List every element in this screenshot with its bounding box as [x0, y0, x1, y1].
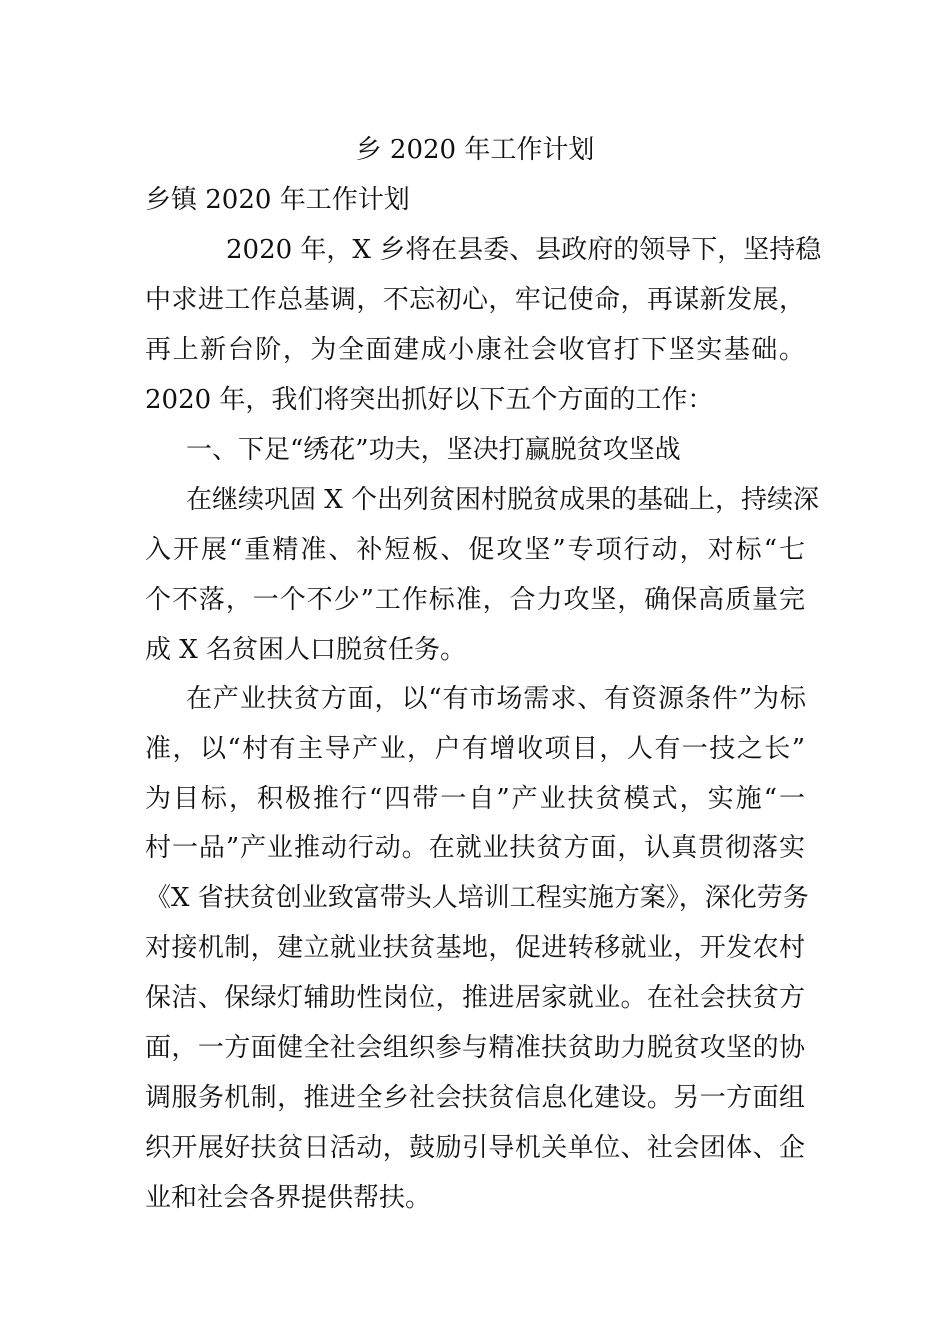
- paragraph-line: 再上新台阶，为全面建成小康社会收官打下坚实基础。: [145, 335, 805, 365]
- document-subtitle: 乡镇 2020 年工作计划: [145, 185, 410, 215]
- paragraph-line: 在继续巩固 X 个出列贫困村脱贫成果的基础上，持续深: [186, 485, 820, 515]
- paragraph-line: 2020 年，我们将突出抓好以下五个方面的工作：: [145, 385, 714, 415]
- paragraph-line: 调服务机制，推进全乡社会扶贫信息化建设。另一方面组: [145, 1083, 805, 1113]
- paragraph-line: 为目标，积极推行“四带一自”产业扶贫模式，实施“一: [145, 784, 805, 814]
- paragraph-line: 在产业扶贫方面，以“有市场需求、有资源条件”为标: [186, 684, 806, 714]
- paragraph-line: 保洁、保绿灯辅助性岗位，推进居家就业。在社会扶贫方: [145, 983, 805, 1013]
- document-title: 乡 2020 年工作计划: [355, 135, 595, 165]
- section-heading: 一、下足“绣花”功夫，坚决打赢脱贫攻坚战: [186, 435, 681, 465]
- paragraph-line: 《X 省扶贫创业致富带头人培训工程实施方案》，深化劳务: [145, 883, 809, 913]
- paragraph-line: 准，以“村有主导产业，户有增收项目，人有一技之长”: [145, 734, 805, 764]
- paragraph-line: 业和社会各界提供帮扶。: [145, 1183, 432, 1213]
- paragraph-line: 村一品”产业推动行动。在就业扶贫方面，认真贯彻落实: [145, 833, 805, 863]
- paragraph-line: 2020 年，X 乡将在县委、县政府的领导下，坚持稳: [226, 235, 822, 265]
- paragraph-line: 个不落，一个不少”工作标准，合力攻坚，确保高质量完: [145, 585, 805, 615]
- paragraph-line: 织开展好扶贫日活动，鼓励引导机关单位、社会团体、企: [145, 1133, 805, 1163]
- paragraph-line: 对接机制，建立就业扶贫基地，促进转移就业，开发农村: [145, 933, 805, 963]
- paragraph-line: 面，一方面健全社会组织参与精准扶贫助力脱贫攻坚的协: [145, 1033, 805, 1063]
- paragraph-line: 中求进工作总基调，不忘初心，牢记使命，再谋新发展，: [145, 285, 805, 315]
- paragraph-line: 入开展“重精准、补短板、促攻坚”专项行动，对标“七: [145, 535, 805, 565]
- paragraph-line: 成 X 名贫困人口脱贫任务。: [145, 635, 467, 665]
